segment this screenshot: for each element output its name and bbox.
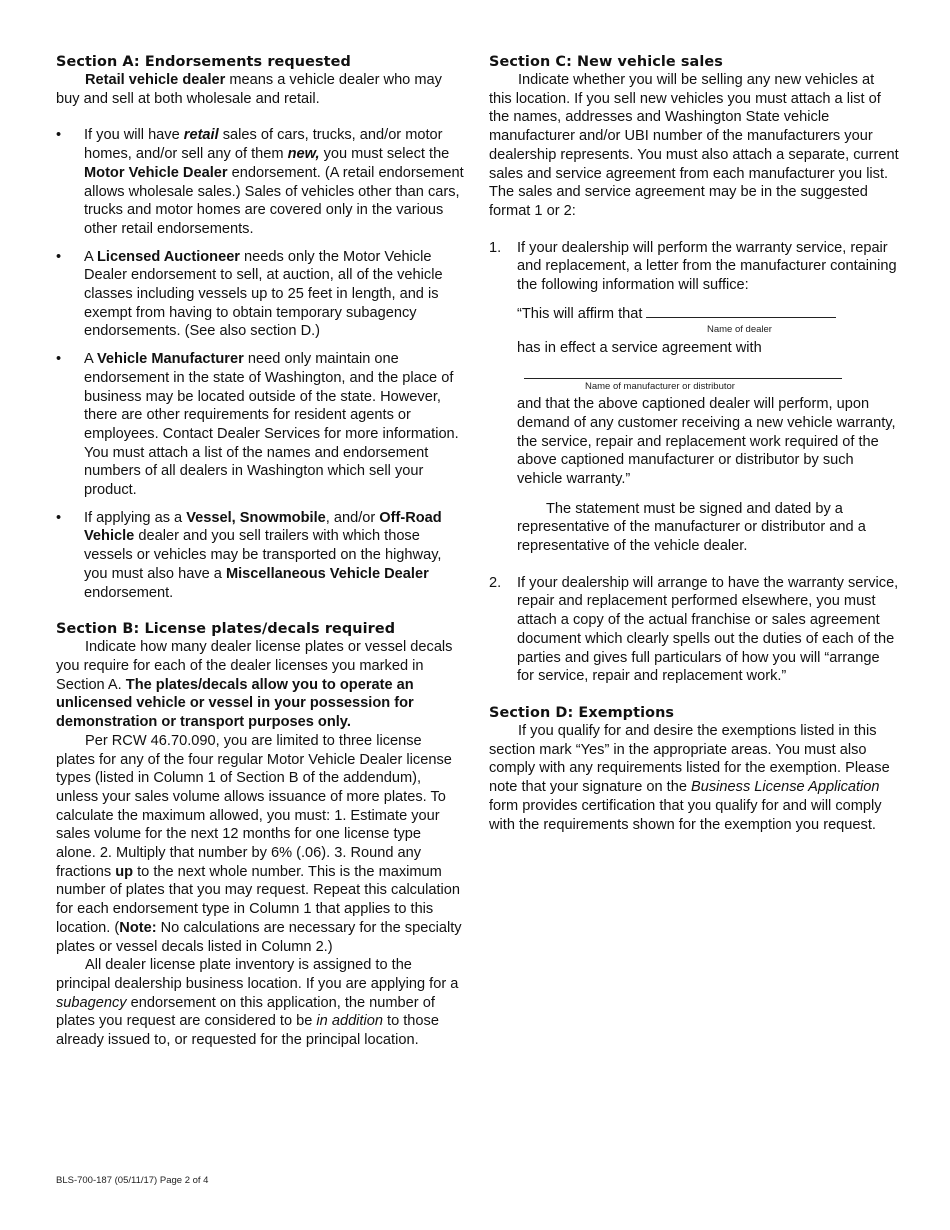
- name-of-dealer-caption: Name of dealer: [707, 324, 772, 336]
- section-b-para-3: All dealer license plate inventory is assigned to the principal dealership business location. If you are applying for a subagency endorsement on this application, the number of plates you request are considered to be in addition to those already issued to, or requested for the principal location.: [56, 957, 459, 1049]
- bullet-vessel: • If applying as a Vessel, Snowmobile, and/or Off-Road Vehicle dealer and you sell trailers with which those vessels or vehicles may be transported on the highway, you must also have a Miscellaneous Vehicle Dealer endorsement.: [56, 509, 464, 603]
- section-a-heading: Section A: Endorsements requested: [56, 54, 351, 70]
- left-column: [56, 53, 464, 1050]
- bullet-retail: • If you will have retail sales of cars, trucks, and/or motor homes, and/or sell any of them new, you must select the Motor Vehicle Dealer endorsement. (A retail endorsement allows wholesale sales.) Sales of vehicles other than cars, trucks and motor homes are covered only in the various other retail endorsements.: [56, 126, 464, 238]
- section-b-para-2: Per RCW 46.70.090, you are limited to three license plates for any of the four regular Motor Vehicle Dealer license types (listed in Column 1 of Section B of the addendum), unless your sales volume allows issuance of more plates. To calculate the maximum allowed, you must: 1. Estimate your sales volume for the next 12 months for one license type alone. 2. Multiply that number by 6% (.06). 3. Round any fractions up to the next whole number. This is the maximum number of plates that you may request. Repeat this calculation for each endorsement type in Column 1 that applies to this location. (Note: No calculations are necessary for the specialty plates or vessel decals listed in Column 2.): [56, 732, 462, 955]
- section-a-bullets: [56, 126, 464, 602]
- section-b-para-1: Indicate how many dealer license plates or vessel decals you require for each of the dealer licenses you marked in Section A. The plates/decals allow you to operate an unlicensed vehicle or vessel in your possession for demonstration or transport purposes only.: [56, 639, 453, 731]
- bullet-auctioneer: • A Licensed Auctioneer needs only the Motor Vehicle Dealer endorsement to sell, at auction, all of the vehicle classes including vessels up to 25 feet in length, and is exempt from having to obtain temporary subagency endorsements. (See also section D.): [56, 248, 464, 342]
- affirm-line-row: “This will affirm that: [517, 303, 899, 324]
- section-d-heading: Section D: Exemptions: [489, 704, 675, 721]
- statement-text: The statement must be signed and dated by a representative of the manufacturer or distributor and a representative of the vehicle dealer.: [517, 500, 866, 555]
- manufacturer-name-blank: [524, 358, 842, 379]
- right-column: [489, 53, 899, 834]
- section-a-intro: Retail vehicle dealer means a vehicle dealer who may buy and sell at both wholesale and retail.: [56, 72, 442, 107]
- name-of-manufacturer-caption: Name of manufacturer or distributor: [585, 381, 735, 393]
- section-c-intro: Indicate whether you will be selling any new vehicles at this location. If you sell new vehicles you must attach a list of the names, addresses and Washington State vehicle manufacturer and/or UBI number of the manufacturers your dealership represents. You must also attach a separate, current sales and service agreement from each manufacturer you list. The sales and service agreement may be in the suggested format 1 or 2:: [489, 72, 899, 219]
- format-item-2: 2. If your dealership will arrange to have the warranty service, repair and replacement performed elsewhere, you must attach a copy of the actual franchise or sales agreement document which clearly spells out the duties of each of the parties and gives full particulars of how you will “arrange for service, repair and replacement work.”: [489, 574, 899, 685]
- captioned-text: and that the above captioned dealer will perform, upon demand of any customer receiving a new vehicle warranty, the service, repair and replacement work required of the above captioned manufacturer or distributor by such vehicle warranty.”: [517, 396, 896, 487]
- format-item-1: 1. If your dealership will perform the warranty service, repair and replacement, a letter from the manufacturer containing the following information will suffice: “This will affirm that Name of dealer has in effect a service agreement with Name of manufacturer or distributor and that the above captioned dealer will perform, upon demand of any customer receiving a new vehicle warranty, the service, repair and replacement work required of the above captioned manufacturer or distributor by such vehicle warranty.” The statement must be signed and dated by a representative of the manufacturer or distributor and a representative of the vehicle dealer.: [489, 239, 899, 556]
- section-d-text: If you qualify for and desire the exemptions listed in this section mark “Yes” in the appropriate areas. You must also comply with any requirements listed for the exemption. Please note that your signature on the Business License Application form provides certification that you qualify for and will comply with the requirements shown for the exemption you request.: [489, 722, 890, 833]
- form-footer: BLS-700-187 (05/11/17) Page 2 of 4: [56, 1175, 209, 1186]
- section-c-heading: Section C: New vehicle sales: [489, 54, 723, 70]
- dealer-name-blank: [646, 303, 836, 318]
- bullet-manufacturer: • A Vehicle Manufacturer need only maintain one endorsement in the state of Washington, and the place of business may be located outside of the state. However, there are other requirements for resident agents or employees. Contact Dealer Services for more information. You must attach a list of the names and endorsement numbers of all dealers in Washington which sell your product.: [56, 350, 464, 500]
- section-b-heading: Section B: License plates/decals required: [56, 621, 396, 638]
